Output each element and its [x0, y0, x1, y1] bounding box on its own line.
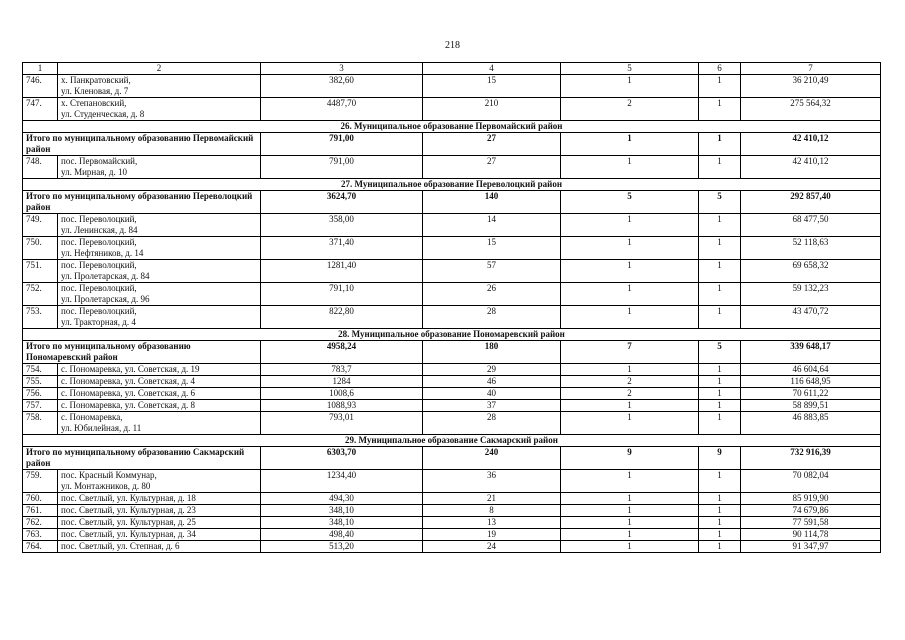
address-line: ул. Юбилейная, д. 11 [61, 423, 142, 433]
address [58, 75, 261, 98]
col5-value: 1 [561, 237, 699, 260]
area-value: 791,00 [261, 156, 423, 179]
address-line: ул. Монтажников, д. 80 [61, 481, 151, 491]
total-area: 3624,70 [261, 191, 423, 214]
table-row [23, 260, 881, 283]
amount-value: 59 132,23 [741, 283, 881, 306]
total-label: Итого по муниципальному образованию Пономаревский район [23, 341, 261, 364]
address-line: ул. Пролетарская, д. 96 [61, 294, 150, 304]
total-amount: 732 916,39 [741, 447, 881, 470]
col4-value: 40 [423, 388, 561, 400]
row-number: 752. [23, 283, 58, 306]
col5-value: 1 [561, 260, 699, 283]
amount-value: 42 410,12 [741, 156, 881, 179]
page-number: 218 [445, 40, 460, 51]
amount-value: 74 679,86 [741, 505, 881, 517]
address [58, 541, 261, 553]
address-line: с. Пономаревка, ул. Советская, д. 4 [61, 376, 196, 386]
section-title: 26. Муниципальное образование Первомайский район [23, 121, 881, 133]
address-line: пос. Светлый, ул. Культурная, д. 18 [61, 493, 196, 503]
col4-value: 210 [423, 98, 561, 121]
col6-value: 1 [699, 306, 741, 329]
col6-value: 1 [699, 75, 741, 98]
address [58, 400, 261, 412]
row-number: 760. [23, 493, 58, 505]
table-row [23, 400, 881, 412]
table-row [23, 237, 881, 260]
col5-value: 1 [561, 412, 699, 435]
table-row [23, 98, 881, 121]
col6-value: 1 [699, 400, 741, 412]
total-amount: 292 857,40 [741, 191, 881, 214]
area-value: 371,40 [261, 237, 423, 260]
amount-value: 70 611,22 [741, 388, 881, 400]
address-line: ул. Ленинская, д. 84 [61, 225, 138, 235]
area-value: 358,00 [261, 214, 423, 237]
col6-value: 1 [699, 156, 741, 179]
col4-value: 28 [423, 306, 561, 329]
address [58, 156, 261, 179]
section-header-row [23, 179, 881, 191]
col5-value: 1 [561, 156, 699, 179]
row-number: 761. [23, 505, 58, 517]
address [58, 364, 261, 376]
table-row [23, 529, 881, 541]
column-header: 7 [741, 63, 881, 75]
row-number: 756. [23, 388, 58, 400]
col5-value: 1 [561, 214, 699, 237]
total-amount: 339 648,17 [741, 341, 881, 364]
total-col5: 9 [561, 447, 699, 470]
row-number: 750. [23, 237, 58, 260]
row-number: 763. [23, 529, 58, 541]
address [58, 529, 261, 541]
amount-value: 90 114,78 [741, 529, 881, 541]
column-header: 2 [58, 63, 261, 75]
address [58, 283, 261, 306]
col4-value: 29 [423, 364, 561, 376]
col5-value: 1 [561, 529, 699, 541]
col4-value: 57 [423, 260, 561, 283]
total-col5: 5 [561, 191, 699, 214]
section-header-row [23, 329, 881, 341]
address-line: х. Панкратовский, [61, 75, 131, 85]
register-table [22, 62, 881, 553]
col4-value: 15 [423, 237, 561, 260]
col6-value: 1 [699, 260, 741, 283]
total-col4: 240 [423, 447, 561, 470]
column-header: 4 [423, 63, 561, 75]
col6-value: 1 [699, 541, 741, 553]
address-line: с. Пономаревка, ул. Советская, д. 6 [61, 388, 196, 398]
address-line: с. Пономаревка, ул. Советская, д. 8 [61, 400, 196, 410]
table-header-row [23, 63, 881, 75]
col6-value: 1 [699, 470, 741, 493]
total-col6: 1 [699, 133, 741, 156]
col6-value: 1 [699, 505, 741, 517]
column-header: 3 [261, 63, 423, 75]
area-value: 783,7 [261, 364, 423, 376]
column-header: 5 [561, 63, 699, 75]
area-value: 1088,93 [261, 400, 423, 412]
amount-value: 77 591,58 [741, 517, 881, 529]
col5-value: 1 [561, 505, 699, 517]
table-row [23, 388, 881, 400]
total-label: Итого по муниципальному образованию Переволоцкий район [23, 191, 261, 214]
row-number: 762. [23, 517, 58, 529]
address [58, 517, 261, 529]
table-row [23, 493, 881, 505]
address-line: пос. Переволоцкий, [61, 214, 137, 224]
col4-value: 37 [423, 400, 561, 412]
address-line: пос. Переволоцкий, [61, 237, 137, 247]
area-value: 1008,6 [261, 388, 423, 400]
total-col6: 5 [699, 191, 741, 214]
address-line: пос. Светлый, ул. Культурная, д. 23 [61, 505, 196, 515]
area-value: 822,80 [261, 306, 423, 329]
address-line: с. Пономаревка, [61, 412, 123, 422]
address-line: пос. Светлый, ул. Культурная, д. 34 [61, 529, 196, 539]
col6-value: 1 [699, 412, 741, 435]
address-line: пос. Переволоцкий, [61, 260, 137, 270]
address [58, 376, 261, 388]
amount-value: 85 919,90 [741, 493, 881, 505]
address-line: пос. Переволоцкий, [61, 283, 137, 293]
row-number: 749. [23, 214, 58, 237]
total-col5: 1 [561, 133, 699, 156]
table-row [23, 470, 881, 493]
address [58, 98, 261, 121]
total-col4: 180 [423, 341, 561, 364]
total-amount: 42 410,12 [741, 133, 881, 156]
col6-value: 1 [699, 364, 741, 376]
total-col5: 7 [561, 341, 699, 364]
col5-value: 2 [561, 98, 699, 121]
total-col6: 5 [699, 341, 741, 364]
table-row [23, 412, 881, 435]
address [58, 412, 261, 435]
col4-value: 13 [423, 517, 561, 529]
section-header-row [23, 435, 881, 447]
section-header-row [23, 121, 881, 133]
amount-value: 275 564,32 [741, 98, 881, 121]
section-title: 27. Муниципальное образование Переволоцкий район [23, 179, 881, 191]
total-col4: 140 [423, 191, 561, 214]
area-value: 494,30 [261, 493, 423, 505]
address [58, 260, 261, 283]
row-number: 754. [23, 364, 58, 376]
row-number: 747. [23, 98, 58, 121]
col4-value: 19 [423, 529, 561, 541]
row-number: 758. [23, 412, 58, 435]
address-line: ул. Кленовая, д. 7 [61, 86, 129, 96]
section-title: 28. Муниципальное образование Пономаревский район [23, 329, 881, 341]
col5-value: 1 [561, 75, 699, 98]
col5-value: 1 [561, 306, 699, 329]
column-header: 6 [699, 63, 741, 75]
col4-value: 28 [423, 412, 561, 435]
row-number: 751. [23, 260, 58, 283]
col6-value: 1 [699, 517, 741, 529]
col4-value: 15 [423, 75, 561, 98]
area-value: 4487,70 [261, 98, 423, 121]
address [58, 237, 261, 260]
table-row [23, 306, 881, 329]
total-area: 791,00 [261, 133, 423, 156]
col4-value: 24 [423, 541, 561, 553]
col6-value: 1 [699, 529, 741, 541]
address-line: с. Пономаревка, ул. Советская, д. 19 [61, 364, 200, 374]
col4-value: 36 [423, 470, 561, 493]
amount-value: 46 604,64 [741, 364, 881, 376]
area-value: 1284 [261, 376, 423, 388]
col6-value: 1 [699, 493, 741, 505]
total-row [23, 133, 881, 156]
address [58, 493, 261, 505]
col6-value: 1 [699, 283, 741, 306]
col5-value: 2 [561, 376, 699, 388]
address [58, 470, 261, 493]
table-row [23, 214, 881, 237]
address-line: пос. Светлый, ул. Культурная, д. 25 [61, 517, 196, 527]
area-value: 382,60 [261, 75, 423, 98]
address [58, 388, 261, 400]
area-value: 513,20 [261, 541, 423, 553]
total-label: Итого по муниципальному образованию Первомайский район [23, 133, 261, 156]
area-value: 791,10 [261, 283, 423, 306]
row-number: 764. [23, 541, 58, 553]
table-row [23, 541, 881, 553]
col5-value: 1 [561, 517, 699, 529]
col5-value: 1 [561, 283, 699, 306]
address [58, 214, 261, 237]
col5-value: 1 [561, 400, 699, 412]
address [58, 306, 261, 329]
area-value: 348,10 [261, 517, 423, 529]
address-line: пос. Красный Коммунар, [61, 470, 157, 480]
amount-value: 46 883,85 [741, 412, 881, 435]
col6-value: 1 [699, 98, 741, 121]
col4-value: 26 [423, 283, 561, 306]
amount-value: 68 477,50 [741, 214, 881, 237]
table-row [23, 156, 881, 179]
table-row [23, 364, 881, 376]
area-value: 793,01 [261, 412, 423, 435]
amount-value: 43 470,72 [741, 306, 881, 329]
total-col6: 9 [699, 447, 741, 470]
area-value: 1234,40 [261, 470, 423, 493]
col5-value: 1 [561, 470, 699, 493]
total-label: Итого по муниципальному образованию Сакмарский район [23, 447, 261, 470]
row-number: 757. [23, 400, 58, 412]
amount-value: 69 658,32 [741, 260, 881, 283]
address-line: ул. Нефтяников, д. 14 [61, 248, 144, 258]
table-row [23, 283, 881, 306]
amount-value: 52 118,63 [741, 237, 881, 260]
section-title: 29. Муниципальное образование Сакмарский район [23, 435, 881, 447]
total-row [23, 191, 881, 214]
address-line: пос. Первомайский, [61, 156, 138, 166]
address-line: ул. Мирная, д. 10 [61, 167, 127, 177]
address-line: ул. Студенческая, д. 8 [61, 109, 145, 119]
col5-value: 2 [561, 388, 699, 400]
col4-value: 46 [423, 376, 561, 388]
col5-value: 1 [561, 364, 699, 376]
area-value: 498,40 [261, 529, 423, 541]
row-number: 753. [23, 306, 58, 329]
table-row [23, 376, 881, 388]
area-value: 348,10 [261, 505, 423, 517]
amount-value: 70 082,04 [741, 470, 881, 493]
amount-value: 36 210,49 [741, 75, 881, 98]
table-row [23, 517, 881, 529]
address-line: х. Степановский, [61, 98, 127, 108]
total-area: 6303,70 [261, 447, 423, 470]
area-value: 1281,40 [261, 260, 423, 283]
address-line: пос. Переволоцкий, [61, 306, 137, 316]
amount-value: 58 899,51 [741, 400, 881, 412]
address-line: ул. Тракторная, д. 4 [61, 317, 136, 327]
row-number: 746. [23, 75, 58, 98]
table-row [23, 505, 881, 517]
total-col4: 27 [423, 133, 561, 156]
total-area: 4958,24 [261, 341, 423, 364]
total-row [23, 447, 881, 470]
row-number: 748. [23, 156, 58, 179]
col4-value: 27 [423, 156, 561, 179]
total-row [23, 341, 881, 364]
col4-value: 8 [423, 505, 561, 517]
column-header: 1 [23, 63, 58, 75]
col6-value: 1 [699, 376, 741, 388]
amount-value: 116 648,95 [741, 376, 881, 388]
address [58, 505, 261, 517]
col5-value: 1 [561, 541, 699, 553]
row-number: 759. [23, 470, 58, 493]
address-line: ул. Пролетарская, д. 84 [61, 271, 150, 281]
col4-value: 21 [423, 493, 561, 505]
amount-value: 91 347,97 [741, 541, 881, 553]
col6-value: 1 [699, 388, 741, 400]
col6-value: 1 [699, 237, 741, 260]
col5-value: 1 [561, 493, 699, 505]
col6-value: 1 [699, 214, 741, 237]
address-line: пос. Светлый, ул. Степная, д. 6 [61, 541, 180, 551]
col4-value: 14 [423, 214, 561, 237]
table-row [23, 75, 881, 98]
row-number: 755. [23, 376, 58, 388]
